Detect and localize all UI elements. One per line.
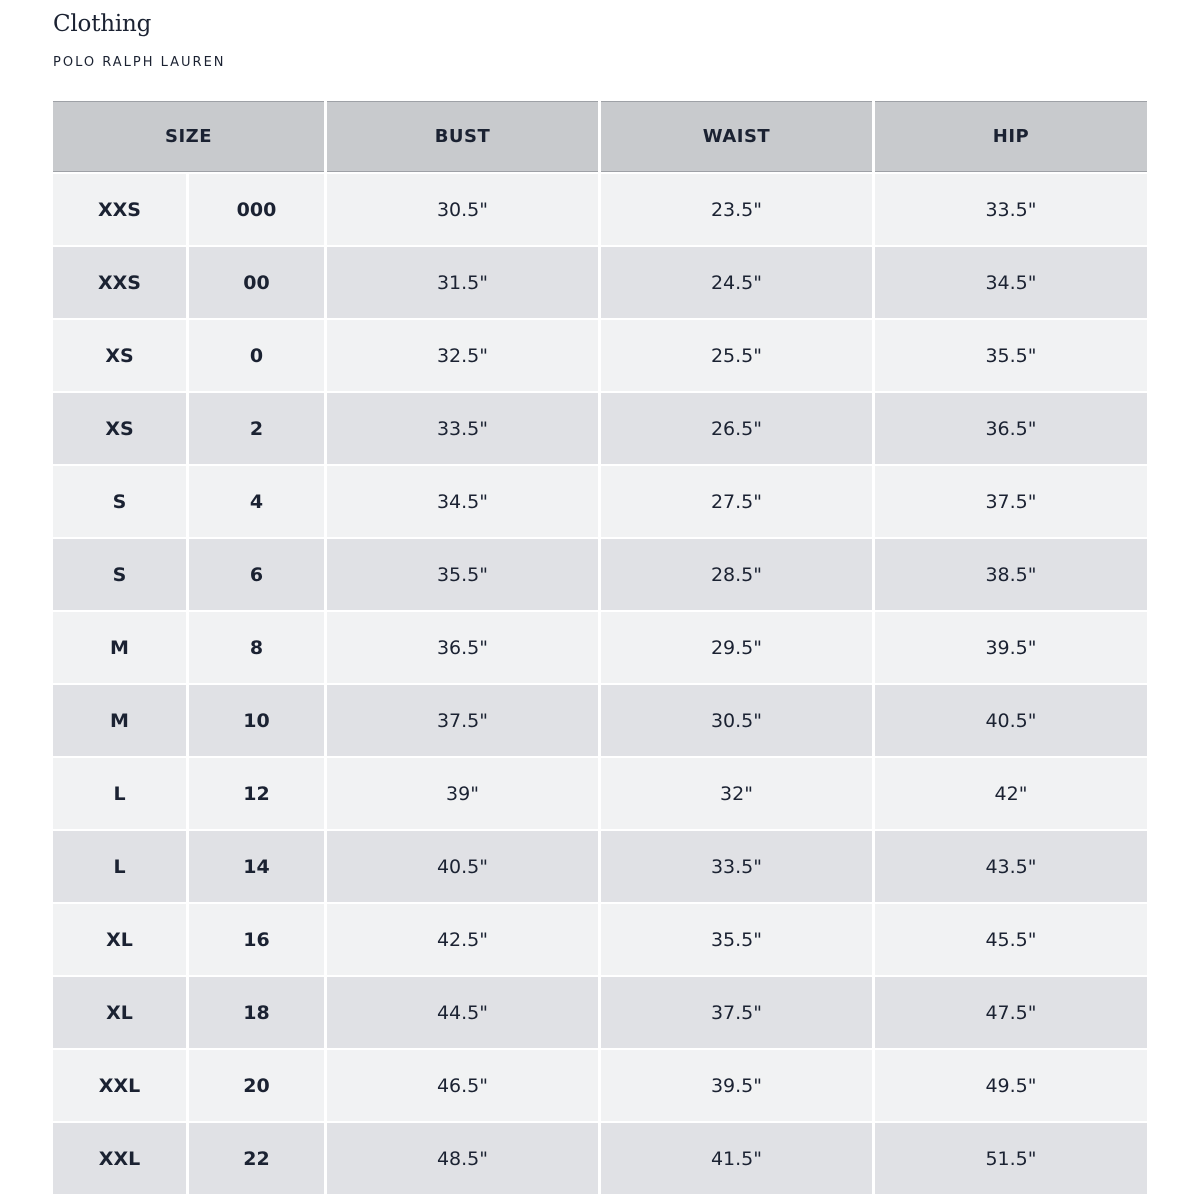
- bust-cell: 37.5": [327, 685, 598, 756]
- waist-cell: 37.5": [601, 977, 872, 1048]
- size-number-cell: 00: [189, 247, 324, 318]
- bust-cell: 39": [327, 758, 598, 829]
- header-waist: WAIST: [601, 101, 872, 172]
- waist-cell: 39.5": [601, 1050, 872, 1121]
- waist-cell: 41.5": [601, 1123, 872, 1194]
- bust-cell: 36.5": [327, 612, 598, 683]
- hip-cell: 51.5": [875, 1123, 1147, 1194]
- bust-cell: 46.5": [327, 1050, 598, 1121]
- size-letter-cell: XL: [53, 904, 186, 975]
- size-letter-cell: L: [53, 758, 186, 829]
- header-bust: BUST: [327, 101, 598, 172]
- hip-cell: 37.5": [875, 466, 1147, 537]
- size-letter-cell: XXL: [53, 1123, 186, 1194]
- size-letter-cell: S: [53, 466, 186, 537]
- size-letter-cell: L: [53, 831, 186, 902]
- bust-cell: 44.5": [327, 977, 598, 1048]
- waist-cell: 35.5": [601, 904, 872, 975]
- waist-cell: 26.5": [601, 393, 872, 464]
- bust-cell: 40.5": [327, 831, 598, 902]
- size-letter-cell: XXS: [53, 174, 186, 245]
- size-number-cell: 20: [189, 1050, 324, 1121]
- bust-cell: 33.5": [327, 393, 598, 464]
- size-letter-cell: M: [53, 612, 186, 683]
- size-letter-cell: XXS: [53, 247, 186, 318]
- size-number-cell: 10: [189, 685, 324, 756]
- size-number-cell: 2: [189, 393, 324, 464]
- bust-cell: 31.5": [327, 247, 598, 318]
- hip-cell: 35.5": [875, 320, 1147, 391]
- bust-cell: 34.5": [327, 466, 598, 537]
- hip-cell: 49.5": [875, 1050, 1147, 1121]
- size-number-cell: 6: [189, 539, 324, 610]
- size-number-cell: 4: [189, 466, 324, 537]
- bust-cell: 30.5": [327, 174, 598, 245]
- waist-cell: 27.5": [601, 466, 872, 537]
- size-number-cell: 000: [189, 174, 324, 245]
- size-chart-table: [53, 101, 1144, 1194]
- size-number-cell: 8: [189, 612, 324, 683]
- waist-cell: 32": [601, 758, 872, 829]
- hip-cell: 43.5": [875, 831, 1147, 902]
- page-title: Clothing: [53, 11, 152, 37]
- size-letter-cell: XXL: [53, 1050, 186, 1121]
- waist-cell: 23.5": [601, 174, 872, 245]
- size-number-cell: 16: [189, 904, 324, 975]
- size-number-cell: 18: [189, 977, 324, 1048]
- hip-cell: 40.5": [875, 685, 1147, 756]
- hip-cell: 47.5": [875, 977, 1147, 1048]
- waist-cell: 24.5": [601, 247, 872, 318]
- hip-cell: 45.5": [875, 904, 1147, 975]
- header-size: SIZE: [53, 101, 324, 172]
- bust-cell: 35.5": [327, 539, 598, 610]
- size-letter-cell: XS: [53, 393, 186, 464]
- hip-cell: 34.5": [875, 247, 1147, 318]
- brand-subtitle: POLO RALPH LAUREN: [53, 55, 226, 70]
- bust-cell: 42.5": [327, 904, 598, 975]
- size-number-cell: 22: [189, 1123, 324, 1194]
- hip-cell: 38.5": [875, 539, 1147, 610]
- size-letter-cell: M: [53, 685, 186, 756]
- bust-cell: 48.5": [327, 1123, 598, 1194]
- waist-cell: 30.5": [601, 685, 872, 756]
- header-hip: HIP: [875, 101, 1147, 172]
- waist-cell: 28.5": [601, 539, 872, 610]
- hip-cell: 36.5": [875, 393, 1147, 464]
- size-letter-cell: S: [53, 539, 186, 610]
- size-number-cell: 0: [189, 320, 324, 391]
- size-number-cell: 12: [189, 758, 324, 829]
- size-letter-cell: XS: [53, 320, 186, 391]
- hip-cell: 33.5": [875, 174, 1147, 245]
- bust-cell: 32.5": [327, 320, 598, 391]
- hip-cell: 42": [875, 758, 1147, 829]
- hip-cell: 39.5": [875, 612, 1147, 683]
- waist-cell: 33.5": [601, 831, 872, 902]
- waist-cell: 25.5": [601, 320, 872, 391]
- size-letter-cell: XL: [53, 977, 186, 1048]
- waist-cell: 29.5": [601, 612, 872, 683]
- size-number-cell: 14: [189, 831, 324, 902]
